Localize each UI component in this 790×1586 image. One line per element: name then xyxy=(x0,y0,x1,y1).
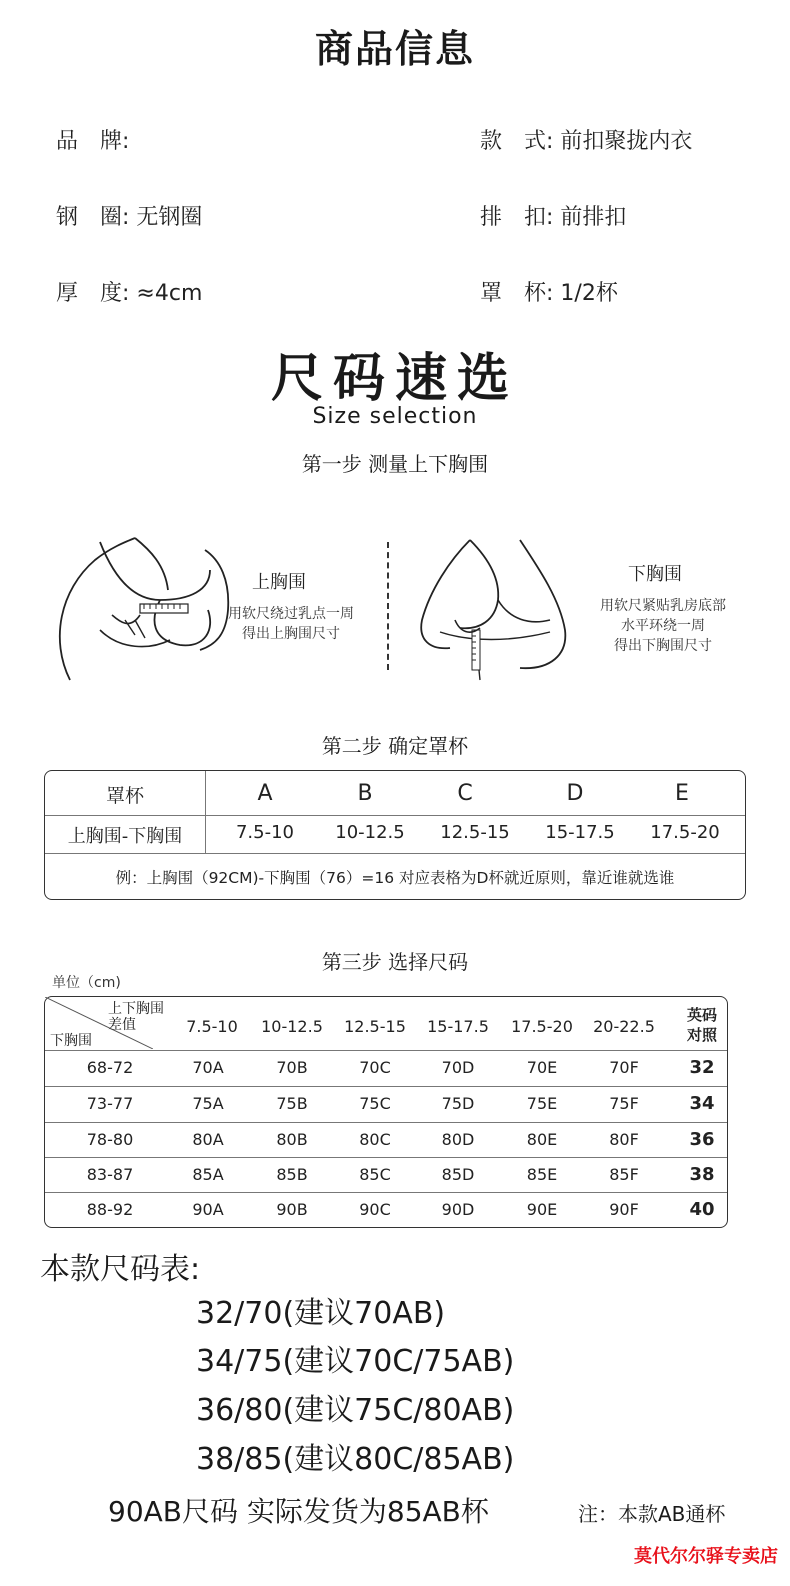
info-value: 1/2杯 xyxy=(560,281,618,306)
size-cell: 90E xyxy=(526,1200,558,1219)
lower-bust-desc-line: 得出下胸围尺寸 xyxy=(614,638,712,654)
corner-top: 上下胸围 xyxy=(108,1001,164,1017)
cup-a: A xyxy=(257,781,273,806)
info-cup xyxy=(480,276,618,307)
underbust-cell: 78-80 xyxy=(86,1130,134,1149)
info-brand xyxy=(56,124,129,155)
unit-label: 单位（cm) xyxy=(52,975,121,991)
uk-size-cell: 32 xyxy=(689,1057,715,1078)
size-cell: 70E xyxy=(526,1058,558,1077)
uk-size-cell: 40 xyxy=(689,1199,715,1220)
cup-header-label: 罩杯 xyxy=(105,785,144,807)
size-chart-title: 本款尺码表: xyxy=(40,1252,201,1287)
cup-table-note: 例：上胸围（92CM)-下胸围（76）=16 对应表格为D杯就近原则，靠近谁就选谁 xyxy=(115,869,675,887)
size-table-row-divider xyxy=(45,1122,727,1123)
cup-e: E xyxy=(675,781,689,806)
cup-table-divider xyxy=(45,853,745,854)
size-cell: 75C xyxy=(359,1094,391,1113)
info-label: 钢 圈: xyxy=(56,205,130,230)
uk-header: 对照 xyxy=(686,1026,717,1044)
size-cell: 90C xyxy=(359,1200,391,1219)
size-cell: 80C xyxy=(359,1130,391,1149)
info-clasp xyxy=(480,200,626,231)
size-cell: 75A xyxy=(192,1094,224,1113)
size-selection-subtitle: Size selection xyxy=(312,404,478,429)
range-e: 17.5-20 xyxy=(650,822,720,843)
info-value: ≈4cm xyxy=(136,281,203,306)
size-cell: 90B xyxy=(276,1200,308,1219)
size-selection-title: 尺码速选 xyxy=(270,349,519,409)
size-table-row-divider xyxy=(45,1192,727,1193)
size-cell: 85E xyxy=(526,1165,558,1184)
underbust-cell: 88-92 xyxy=(86,1200,134,1219)
diff-header: 17.5-20 xyxy=(511,1017,573,1036)
uk-size-cell: 38 xyxy=(689,1164,715,1185)
lower-bust-label: 下胸围 xyxy=(628,564,682,585)
divider xyxy=(387,542,389,670)
size-chart-line: 34/75(建议70C/75AB) xyxy=(196,1344,515,1379)
diff-header: 7.5-10 xyxy=(186,1017,238,1036)
lower-bust-illustration xyxy=(400,520,590,690)
underbust-cell: 83-87 xyxy=(86,1165,134,1184)
uk-size-cell: 34 xyxy=(689,1093,715,1114)
diff-header: 15-17.5 xyxy=(427,1017,489,1036)
size-chart-line: 36/80(建议75C/80AB) xyxy=(196,1393,515,1428)
cup-d: D xyxy=(566,781,584,806)
range-d: 15-17.5 xyxy=(545,822,615,843)
info-value: 无钢圈 xyxy=(136,205,203,230)
diff-header: 10-12.5 xyxy=(261,1017,323,1036)
corner-mid: 差值 xyxy=(108,1017,136,1033)
size-cell: 85C xyxy=(359,1165,391,1184)
size-cell: 75E xyxy=(526,1094,558,1113)
info-label: 排 扣: xyxy=(480,205,554,230)
cup-c: C xyxy=(457,781,473,806)
size-cell: 80B xyxy=(276,1130,308,1149)
cup-table-divider xyxy=(205,771,206,853)
size-cell: 70F xyxy=(609,1058,639,1077)
store-name: 莫代尔尔驿专卖店 xyxy=(634,1546,778,1567)
corner-bottom: 下胸围 xyxy=(50,1033,92,1049)
info-wire xyxy=(56,200,202,231)
upper-bust-desc-line: 用软尺绕过乳点一周 xyxy=(228,606,354,622)
range-c: 12.5-15 xyxy=(440,822,510,843)
info-style xyxy=(480,124,692,155)
underbust-cell: 68-72 xyxy=(86,1058,134,1077)
size-chart-line: 32/70(建议70AB) xyxy=(196,1296,446,1331)
size-cell: 75D xyxy=(441,1094,475,1113)
info-label: 罩 杯: xyxy=(480,281,554,306)
size-cell: 70A xyxy=(192,1058,224,1077)
size-cell: 85F xyxy=(609,1165,639,1184)
upper-bust-label: 上胸围 xyxy=(252,572,306,593)
size-chart-footer: 90AB尺码 实际发货为85AB杯 xyxy=(108,1495,489,1528)
info-label: 厚 度: xyxy=(56,281,130,306)
size-cell: 90F xyxy=(609,1200,639,1219)
size-cell: 85D xyxy=(441,1165,475,1184)
range-row-label: 上胸围-下胸围 xyxy=(67,826,183,847)
lower-bust-desc-line: 水平环绕一周 xyxy=(621,618,705,634)
size-cell: 85A xyxy=(192,1165,224,1184)
diff-header: 12.5-15 xyxy=(344,1017,406,1036)
size-cell: 90A xyxy=(192,1200,224,1219)
step1-title: 第一步 测量上下胸围 xyxy=(301,452,489,476)
size-chart-note: 注：本款AB通杯 xyxy=(578,1502,726,1526)
size-cell: 80E xyxy=(526,1130,558,1149)
underbust-cell: 73-77 xyxy=(86,1094,134,1113)
size-table-row-divider xyxy=(45,1157,727,1158)
size-cell: 85B xyxy=(276,1165,308,1184)
upper-bust-desc-line: 得出上胸围尺寸 xyxy=(242,626,340,642)
range-b: 10-12.5 xyxy=(335,822,405,843)
info-value: 前扣聚拢内衣 xyxy=(560,129,693,154)
size-cell: 90D xyxy=(441,1200,475,1219)
uk-size-cell: 36 xyxy=(689,1129,715,1150)
info-label: 款 式: xyxy=(480,129,554,154)
size-cell: 70B xyxy=(276,1058,308,1077)
cup-table-divider xyxy=(45,815,745,816)
size-cell: 75F xyxy=(609,1094,639,1113)
step2-title: 第二步 确定罩杯 xyxy=(321,734,469,758)
size-chart-line: 38/85(建议80C/85AB) xyxy=(196,1442,515,1477)
cup-b: B xyxy=(357,781,373,806)
page-title: 商品信息 xyxy=(314,27,475,71)
size-cell: 80A xyxy=(192,1130,224,1149)
step3-title: 第三步 选择尺码 xyxy=(321,950,469,974)
size-cell: 70D xyxy=(441,1058,475,1077)
size-cell: 70C xyxy=(359,1058,391,1077)
size-cell: 80F xyxy=(609,1130,639,1149)
size-table-row-divider xyxy=(45,1086,727,1087)
upper-bust-desc xyxy=(206,604,376,644)
size-table-row-divider xyxy=(45,1050,727,1051)
diff-header: 20-22.5 xyxy=(593,1017,655,1036)
range-a: 7.5-10 xyxy=(235,822,295,843)
uk-header: 英码 xyxy=(686,1006,717,1024)
info-label: 品 牌: xyxy=(56,129,130,154)
size-cell: 80D xyxy=(441,1130,475,1149)
lower-bust-desc xyxy=(578,596,748,656)
size-cell: 75B xyxy=(276,1094,308,1113)
info-value: 前排扣 xyxy=(560,205,627,230)
info-thickness xyxy=(56,276,202,307)
lower-bust-desc-line: 用软尺紧贴乳房底部 xyxy=(600,598,726,614)
